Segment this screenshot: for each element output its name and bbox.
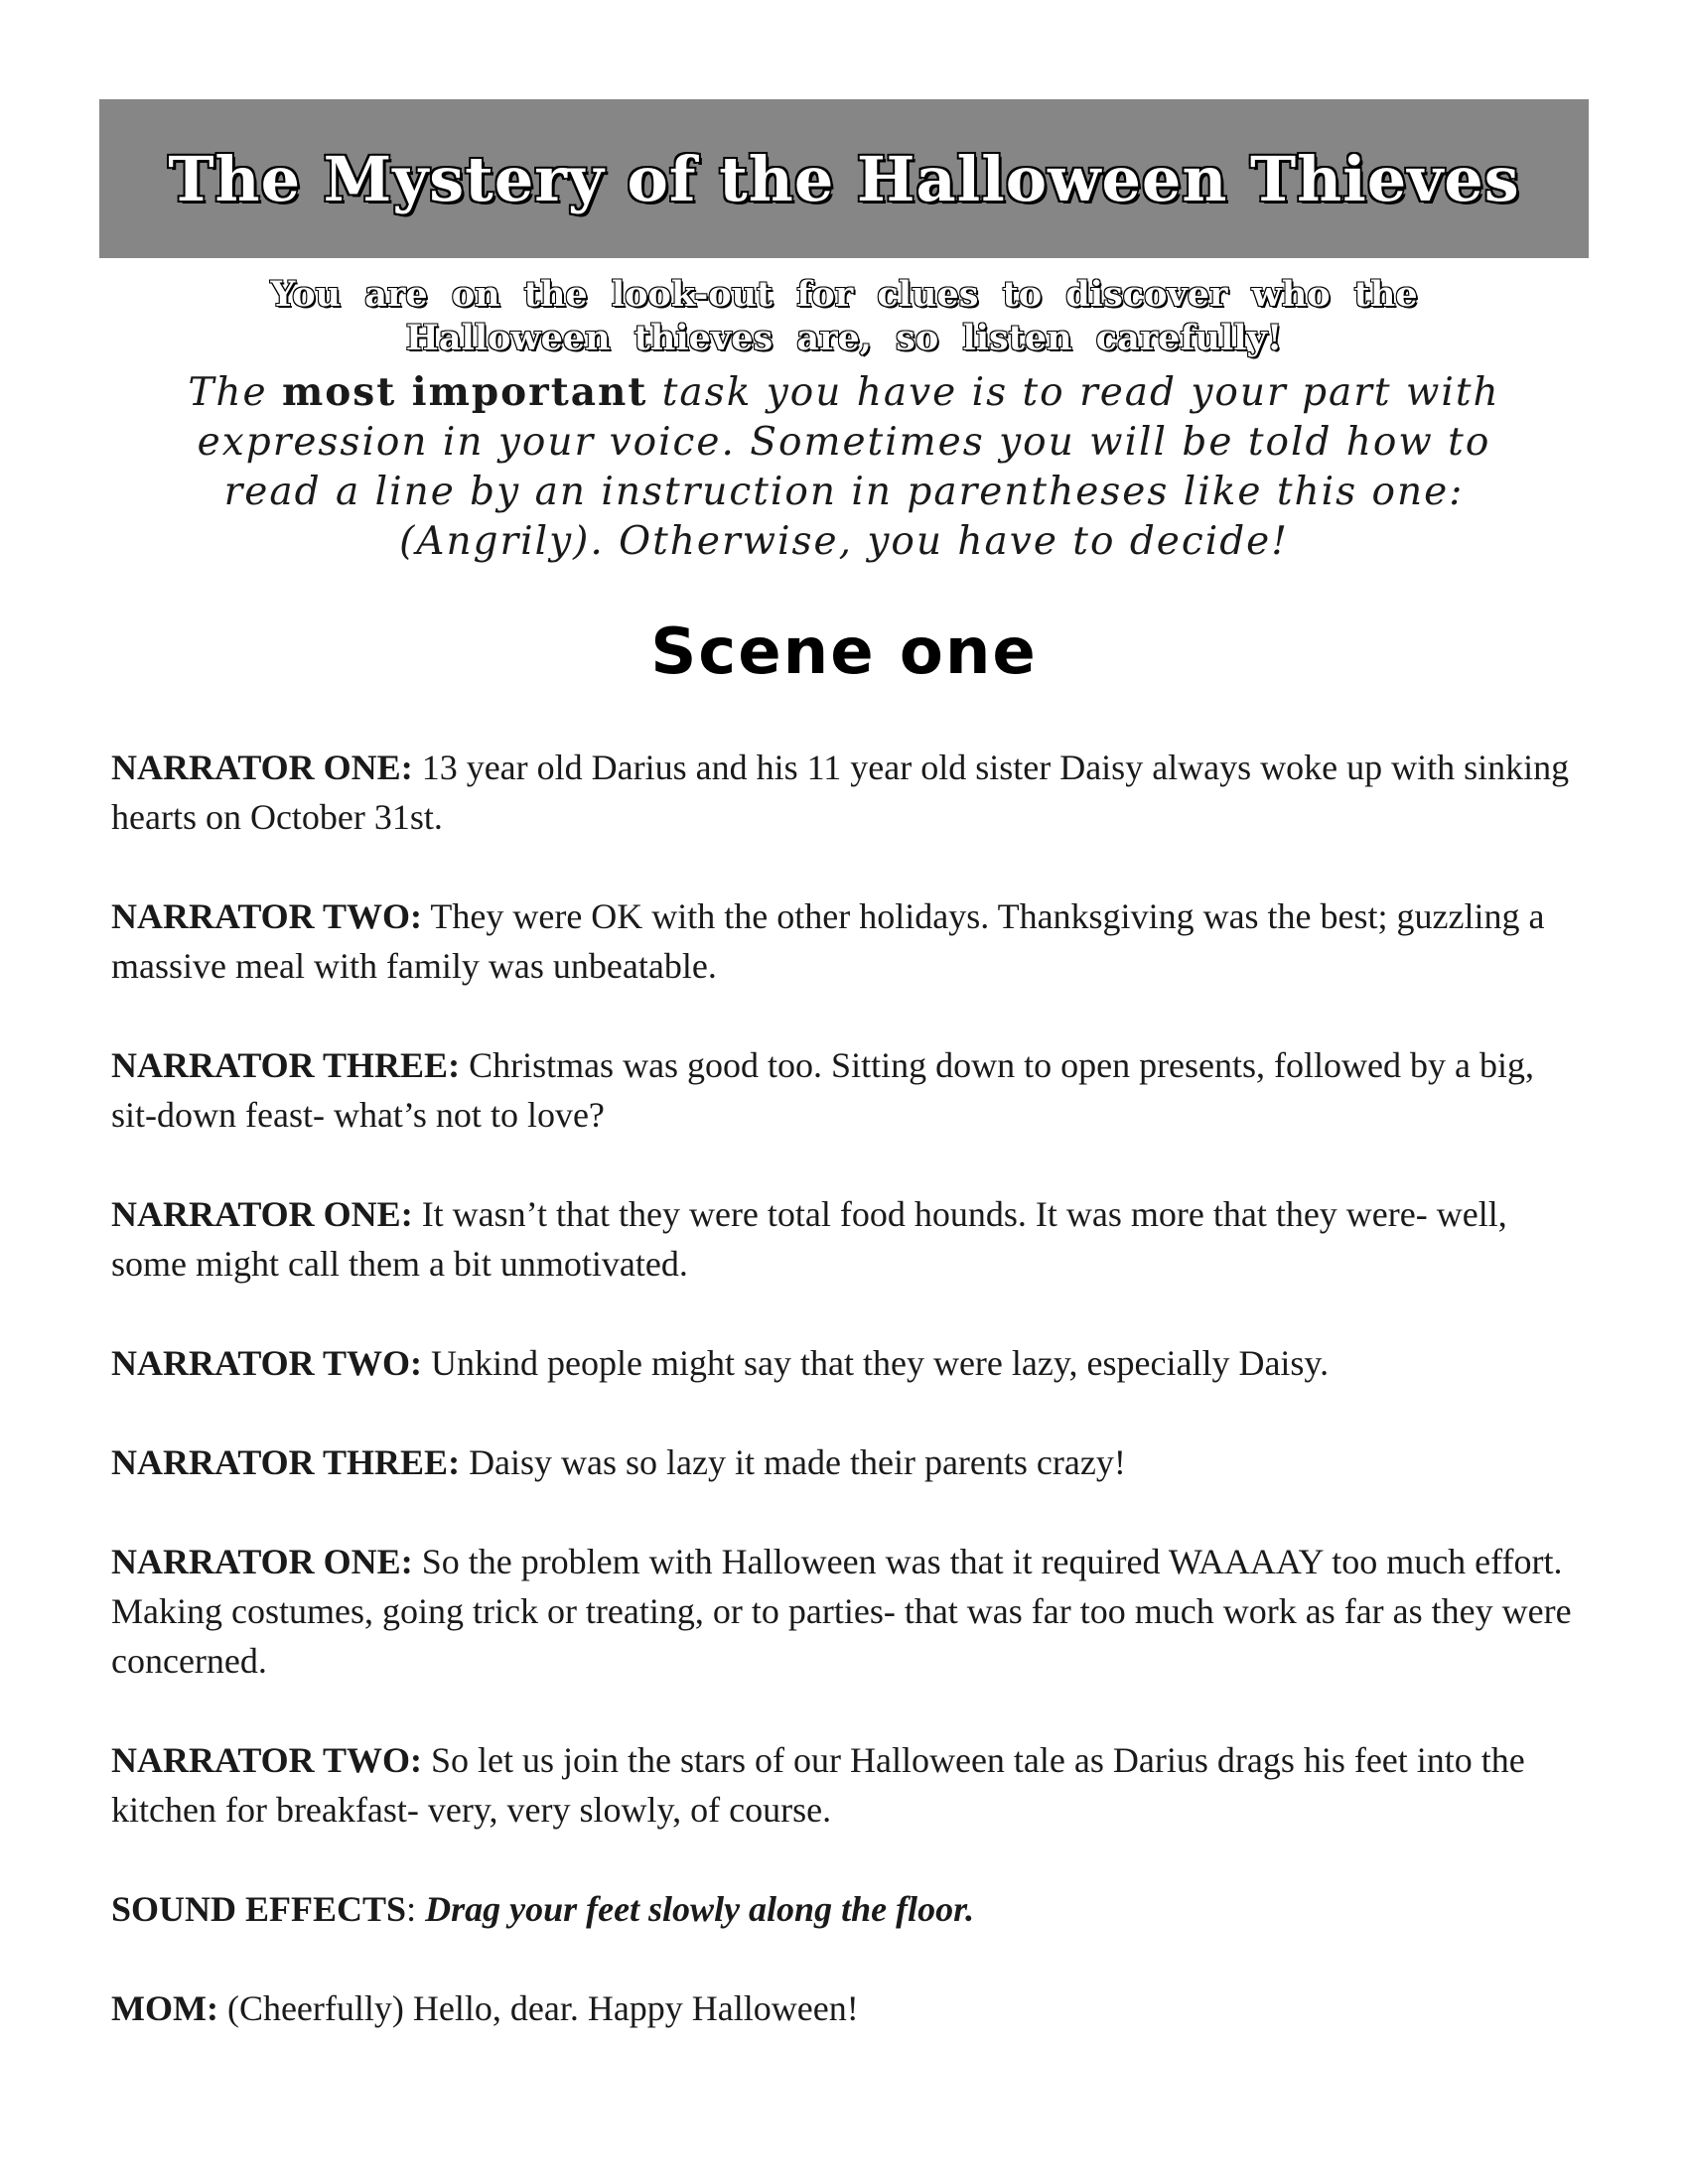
script-line [111, 891, 1581, 991]
line-separator: : [406, 1889, 426, 1929]
speaker-label: NARRATOR TWO: [111, 1740, 423, 1780]
script-line [111, 1040, 1581, 1140]
line-text: So the problem with Halloween was that it required WAAAAY too much effort. Making costumes, going trick or treating, or to parties- that was far too much work as far as they were concerned. [111, 1542, 1572, 1681]
reading-instructions-rest: task you have is to read your part with expression in your voice. Sometimes you will be told how to read a line by an instruction in parentheses like this one: (Angrily). Otherwise, you have to decide! [197, 370, 1500, 564]
line-text: They were OK with the other holidays. Thanksgiving was the best; guzzling a massive meal with family was unbeatable. [111, 896, 1545, 986]
reading-instructions [159, 367, 1529, 567]
script-line [111, 1189, 1581, 1289]
speaker-label: NARRATOR ONE: [111, 1194, 413, 1234]
line-text: So let us join the stars of our Halloween tale as Darius drags his feet into the kitchen for breakfast- very, very slowly, of course. [111, 1740, 1525, 1830]
speaker-label: NARRATOR TWO: [111, 896, 423, 936]
line-text: It wasn’t that they were total food hounds. It was more that they were- well, some might call them a bit unmotivated. [111, 1194, 1507, 1284]
line-text: Unkind people might say that they were lazy, especially Daisy. [422, 1343, 1330, 1383]
script-line [111, 1735, 1581, 1835]
line-text: 13 year old Darius and his 11 year old sister Daisy always woke up with sinking hearts on October 31st. [111, 748, 1570, 837]
script-line [111, 1537, 1581, 1686]
script-line [111, 1884, 1581, 1934]
reading-instructions-emphasis: most important [281, 369, 648, 415]
reading-instructions-prefix: The [188, 370, 282, 415]
page-title: The Mystery of the Halloween Thieves [168, 142, 1520, 215]
line-text: (Cheerfully) Hello, dear. Happy Halloween! [217, 1988, 859, 2028]
speaker-label: SOUND EFFECTS [111, 1889, 407, 1929]
scene-heading: Scene one [650, 615, 1038, 689]
title-banner [99, 99, 1589, 258]
line-text: Daisy was so lazy it made their parents crazy! [460, 1442, 1126, 1482]
script-line [111, 1983, 1581, 2033]
script-line [111, 1437, 1581, 1487]
speaker-label: NARRATOR ONE: [111, 1542, 413, 1581]
speaker-label: NARRATOR TWO: [111, 1343, 423, 1383]
speaker-label: NARRATOR ONE: [111, 748, 413, 787]
script-line [111, 1338, 1581, 1388]
speaker-label: NARRATOR THREE: [111, 1045, 461, 1085]
stage-direction: Drag your feet slowly along the floor. [425, 1889, 975, 1929]
script-lines [111, 743, 1581, 2083]
speaker-label: NARRATOR THREE: [111, 1442, 461, 1482]
speaker-label: MOM: [111, 1988, 218, 2028]
script-line [111, 743, 1581, 842]
line-text: Christmas was good too. Sitting down to open presents, followed by a big, sit-down feast- what’s not to love? [111, 1045, 1534, 1135]
intro-instruction: You are on the look-out for clues to discover who the Halloween thieves are, so listen carefully! [270, 274, 1418, 358]
